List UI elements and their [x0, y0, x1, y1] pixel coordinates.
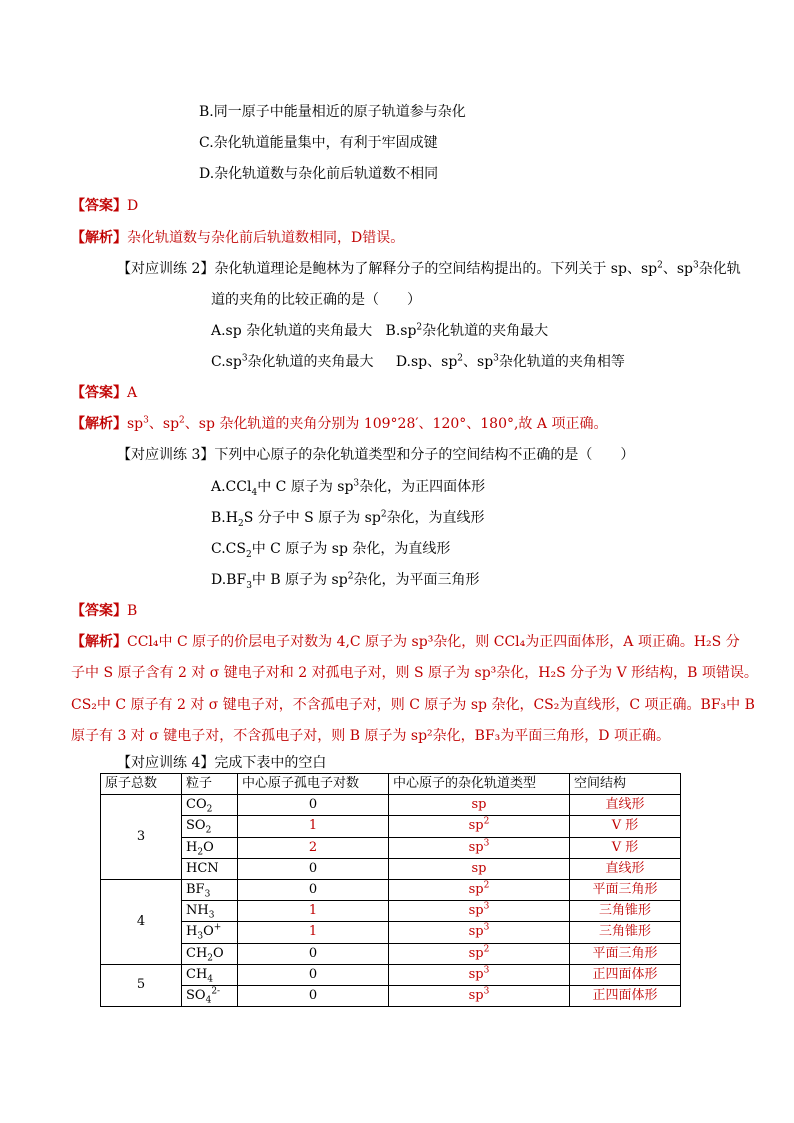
- shape-cell: 直线形: [570, 858, 681, 879]
- subscript: 4: [251, 487, 258, 498]
- superscript: 3: [241, 353, 248, 364]
- lone-pair-cell: 1: [238, 922, 389, 943]
- hybridization-cell: [389, 985, 570, 1006]
- particle-formula: CH: [186, 945, 208, 961]
- q4-label: 【对应训练 4】: [117, 755, 215, 771]
- superscript: 3: [143, 415, 149, 426]
- hybridization-superscript: 3: [483, 923, 490, 934]
- lone-pair-cell: 0: [238, 795, 389, 816]
- q3-option-d-text: 中 B 原子为 sp: [251, 572, 348, 588]
- q2-option-d: D.sp、sp: [395, 354, 458, 370]
- hybridization-text: sp: [468, 882, 484, 898]
- header-hybridization: 中心原子的杂化轨道类型: [389, 774, 570, 795]
- q3-option-b: [211, 508, 485, 528]
- answer-value: A: [127, 385, 138, 401]
- q3-stem-line: [117, 445, 634, 465]
- formula-subscript: 2: [206, 804, 213, 815]
- q3-option-c-text: 中 C 原子为 sp 杂化，为直线形: [251, 541, 451, 557]
- hybridization-superscript: 3: [483, 838, 490, 849]
- particle-cell: [182, 922, 238, 943]
- superscript: 3: [693, 260, 699, 271]
- particle-formula: O: [203, 924, 214, 940]
- subscript: 3: [246, 580, 252, 591]
- particle-cell: [182, 816, 238, 837]
- analysis-text: 、sp: [148, 416, 180, 432]
- particle-formula: HCN: [186, 860, 219, 876]
- superscript: 3: [493, 353, 499, 364]
- lone-pair-cell: 0: [238, 858, 389, 879]
- q3-option-a: [211, 477, 485, 497]
- particle-formula: BF: [186, 882, 205, 898]
- hybridization-text: sp: [468, 987, 484, 1003]
- shape-cell: 三角锥形: [570, 922, 681, 943]
- subscript: 2: [245, 549, 252, 560]
- q3-answer-line: [71, 601, 137, 621]
- hybridization-text: sp: [468, 818, 484, 834]
- hybridization-cell: [389, 795, 570, 816]
- particle-cell: [182, 985, 238, 1006]
- answer-value: B: [127, 603, 138, 619]
- superscript: 2: [657, 260, 663, 271]
- analysis-tag: 【解析】: [71, 230, 127, 246]
- analysis-text: sp: [127, 416, 144, 432]
- q2-analysis-line: [71, 414, 607, 434]
- hybridization-superscript: 3: [483, 901, 490, 912]
- hybridization-superscript: 2: [483, 817, 490, 828]
- shape-cell: 平面三角形: [570, 943, 681, 964]
- q2-option-d-mid: 、sp: [463, 354, 494, 370]
- shape-cell: 直线形: [570, 795, 681, 816]
- formula-subscript: 2: [197, 847, 204, 858]
- shape-cell: 三角锥形: [570, 901, 681, 922]
- header-atom-count: 原子总数: [101, 774, 182, 795]
- formula-subscript: 3: [197, 932, 204, 942]
- lone-pair-cell: 1: [238, 901, 389, 922]
- table-row: [101, 795, 681, 816]
- particle-cell: [182, 795, 238, 816]
- analysis-tag: 【解析】: [71, 416, 127, 432]
- q2-stem-a: 杂化轨道理论是鲍林为了解释分子的空间结构提出的。下列关于 sp、sp: [214, 261, 658, 277]
- shape-cell: V 形: [570, 837, 681, 858]
- table-row: [101, 858, 681, 879]
- analysis-text: 、sp 杂化轨道的夹角分别为 109°28′、120°、180°,故 A 项正确。: [184, 416, 608, 432]
- particle-cell: [182, 879, 238, 900]
- hybridization-text: sp: [468, 924, 484, 940]
- superscript: 3: [353, 478, 360, 489]
- header-shape: 空间结构: [570, 774, 681, 795]
- q1-option-d: D.杂化轨道数与杂化前后轨道数不相同: [199, 166, 439, 182]
- formula-charge: 2-: [211, 986, 221, 997]
- atom-count-cell: 5: [101, 964, 182, 1006]
- q3-option-a-text: 中 C 原子为 sp: [257, 479, 354, 495]
- particle-formula: H: [186, 924, 198, 940]
- q3-option-a-text: A.CCl: [211, 479, 252, 495]
- lone-pair-cell: 0: [238, 964, 389, 985]
- q2-option-a: A.sp 杂化轨道的夹角最大: [211, 323, 373, 339]
- analysis-tag: 【解析】: [71, 634, 127, 650]
- q2-option-b-rest: 杂化轨道的夹角最大: [422, 323, 549, 339]
- particle-formula: SO: [186, 987, 206, 1003]
- particle-formula: CO: [186, 797, 207, 813]
- superscript: 2: [416, 322, 423, 333]
- subscript: 2: [237, 518, 244, 529]
- answer-tag: 【答案】: [71, 385, 127, 401]
- q3-stem: 下列中心原子的杂化轨道类型和分子的空间结构不正确的是（ ）: [214, 447, 635, 463]
- q2-option-b: B.sp: [385, 323, 417, 339]
- formula-subscript: 4: [205, 995, 212, 1006]
- q3-option-b-text: B.H: [211, 510, 238, 526]
- table-row: [101, 922, 681, 943]
- answer-value: D: [127, 198, 139, 214]
- q3-option-c: [211, 539, 450, 559]
- hybridization-cell: [389, 879, 570, 900]
- table-row: [101, 943, 681, 964]
- particle-formula: SO: [186, 818, 206, 834]
- analysis-text: 杂化轨道数与杂化前后轨道数相同，D错误。: [127, 230, 405, 246]
- q1-option-c: C.杂化轨道能量集中，有利于牢固成键: [199, 135, 438, 151]
- particle-cell: [182, 943, 238, 964]
- formula-subscript: 4: [207, 974, 214, 985]
- hybridization-superscript: 2: [483, 880, 490, 891]
- particle-formula: O: [213, 945, 224, 961]
- q2-option-c-rest: 杂化轨道的夹角最大: [247, 354, 374, 370]
- hybridization-cell: [389, 837, 570, 858]
- superscript: 2: [179, 415, 185, 426]
- shape-cell: 正四面体形: [570, 964, 681, 985]
- particle-cell: [182, 837, 238, 858]
- hybridization-table: [100, 773, 681, 1007]
- hybridization-cell: [389, 943, 570, 964]
- lone-pair-cell: 2: [238, 837, 389, 858]
- hybridization-text: sp: [471, 797, 487, 813]
- q3-analysis-line4: 原子有 3 对 σ 键电子对，不含孤电子对，则 B 原子为 sp²杂化，BF₃为平面三角形，D 项正确。: [71, 728, 670, 744]
- hybridization-text: sp: [468, 903, 484, 919]
- hybridization-cell: [389, 816, 570, 837]
- table-row: [101, 879, 681, 900]
- q3-option-a-text: 杂化，为正四面体形: [359, 479, 486, 495]
- q3-label: 【对应训练 3】: [117, 447, 215, 463]
- answer-tag: 【答案】: [71, 603, 127, 619]
- q3-option-d-text: 杂化，为平面三角形: [353, 572, 480, 588]
- q3-option-b-text: S 分子中 S 原子为 sp: [243, 510, 381, 526]
- q3-option-d-text: D.BF: [211, 572, 247, 588]
- q2-option-d-rest: 杂化轨道的夹角相等: [498, 354, 625, 370]
- table-row: [101, 964, 681, 985]
- table-row: [101, 901, 681, 922]
- atom-count-cell: 3: [101, 795, 182, 880]
- table-header-row: [101, 774, 681, 795]
- superscript: 2: [380, 509, 387, 520]
- q2-stem-b: 、sp: [662, 261, 693, 277]
- shape-cell: V 形: [570, 816, 681, 837]
- q2-options-ab: [211, 321, 548, 341]
- hybridization-text: sp: [471, 860, 487, 876]
- superscript: 2: [347, 571, 354, 582]
- shape-cell: 平面三角形: [570, 879, 681, 900]
- hybridization-cell: [389, 858, 570, 879]
- formula-charge: +: [213, 923, 222, 934]
- lone-pair-cell: 0: [238, 985, 389, 1006]
- particle-cell: [182, 858, 238, 879]
- hybridization-superscript: 3: [483, 965, 490, 976]
- q3-analysis-line1: [71, 632, 740, 652]
- q3-analysis-line3: CS₂中 C 原子有 2 对 σ 键电子对，不含孤电子对，则 C 原子为 sp 杂化，CS₂为直线形，C 项正确。BF₃中 B: [71, 697, 755, 713]
- particle-formula: O: [203, 839, 214, 855]
- q1-answer-line: [71, 196, 138, 216]
- formula-subscript: 2: [205, 826, 212, 837]
- lone-pair-cell: 0: [238, 879, 389, 900]
- answer-tag: 【答案】: [71, 198, 127, 214]
- q2-label: 【对应训练 2】: [117, 261, 215, 277]
- particle-formula: CH: [186, 966, 208, 982]
- hybridization-text: sp: [468, 839, 484, 855]
- hybridization-superscript: 3: [483, 986, 490, 997]
- q2-option-c: C.sp: [211, 354, 242, 370]
- table-row: [101, 816, 681, 837]
- lone-pair-cell: 1: [238, 816, 389, 837]
- q2-stem-c: 杂化轨: [698, 261, 741, 277]
- hybridization-text: sp: [468, 966, 484, 982]
- q2-options-cd: [211, 352, 625, 372]
- q4-stem: 完成下表中的空白: [214, 755, 327, 771]
- particle-formula: NH: [186, 903, 209, 919]
- lone-pair-cell: 0: [238, 943, 389, 964]
- q4-stem-line: [117, 753, 326, 773]
- q3-option-b-text: 杂化，为直线形: [386, 510, 485, 526]
- q2-answer-line: [71, 383, 137, 403]
- q2-stem-line1: [117, 259, 741, 279]
- formula-subscript: 2: [207, 953, 214, 964]
- atom-count-cell: 4: [101, 879, 182, 964]
- formula-subscript: 3: [208, 910, 215, 921]
- header-lone-pairs: 中心原子孤电子对数: [238, 774, 389, 795]
- particle-formula: H: [186, 839, 198, 855]
- q1-analysis-line: [71, 228, 404, 248]
- q1-option-b: B.同一原子中能量相近的原子轨道参与杂化: [199, 104, 466, 120]
- q2-stem-line2: 道的夹角的比较正确的是（ ）: [211, 292, 421, 308]
- formula-subscript: 3: [204, 889, 211, 900]
- hybridization-text: sp: [468, 945, 484, 961]
- particle-cell: [182, 901, 238, 922]
- hybridization-cell: [389, 901, 570, 922]
- analysis-text: CCl₄中 C 原子的价层电子对数为 4,C 原子为 sp³杂化，则 CCl₄为正四面体形，A 项正确。H₂S 分: [127, 634, 740, 650]
- header-particle: 粒子: [182, 774, 238, 795]
- q3-option-d: [211, 570, 479, 590]
- hybridization-cell: [389, 964, 570, 985]
- q3-option-c-text: C.CS: [211, 541, 246, 557]
- shape-cell: 正四面体形: [570, 985, 681, 1006]
- particle-cell: [182, 964, 238, 985]
- q3-analysis-line2: 子中 S 原子含有 2 对 σ 键电子对和 2 对孤电子对，则 S 原子为 sp³杂化，H₂S 分子为 V 形结构，B 项错误。: [71, 665, 758, 681]
- table-row: [101, 985, 681, 1006]
- hybridization-cell: [389, 922, 570, 943]
- superscript: 2: [457, 353, 464, 364]
- hybridization-superscript: 2: [483, 944, 490, 955]
- table-row: [101, 837, 681, 858]
